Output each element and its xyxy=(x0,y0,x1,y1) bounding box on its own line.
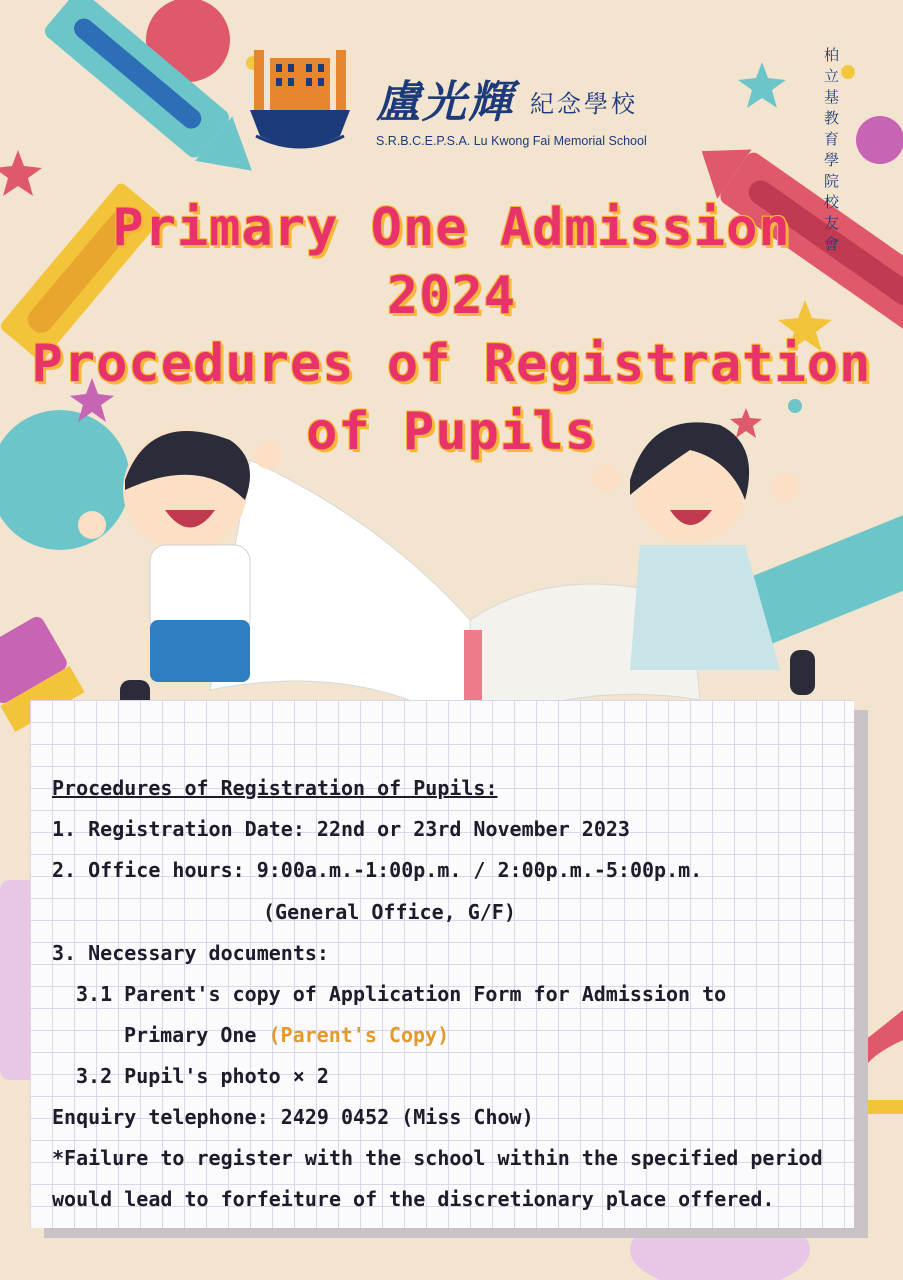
school-name-zh-small: 紀念學校 xyxy=(530,90,638,118)
school-name-zh-big: 盧光輝 xyxy=(376,77,514,128)
title-line-3: Procedures of Registration xyxy=(31,334,872,394)
item-office-location: (General Office, G/F) xyxy=(263,900,516,924)
title-line-2: 2024 xyxy=(386,266,517,326)
parents-copy-highlight: (Parent's Copy) xyxy=(268,1023,450,1047)
title-line-1: Primary One Admission xyxy=(112,198,791,258)
organization-name-zh: 柏立基教育學院校友會 xyxy=(824,46,842,253)
school-name-en: S.R.B.C.E.P.S.A. Lu Kwong Fai Memorial School xyxy=(376,134,647,148)
item-document-3-2: 3.2 Pupil's photo × 2 xyxy=(76,1064,329,1088)
item-document-3-1-cont xyxy=(124,1023,449,1047)
item-registration-date: 1. Registration Date: 22nd or 23rd November 2023 xyxy=(52,817,630,841)
enquiry-telephone: Enquiry telephone: 2429 0452 (Miss Chow) xyxy=(52,1105,534,1129)
notice-heading: Procedures of Registration of Pupils: xyxy=(52,776,498,800)
title-line-4: of Pupils xyxy=(306,402,597,462)
document-3-1-text: Primary One xyxy=(124,1023,269,1047)
item-document-3-1: 3.1 Parent's copy of Application Form for Admission to xyxy=(76,982,727,1006)
item-office-hours: 2. Office hours: 9:00a.m.-1:00p.m. / 2:00p.m.-5:00p.m. xyxy=(52,858,703,882)
warning-line-1: *Failure to register with the school within the specified period xyxy=(52,1146,823,1170)
warning-line-2: would lead to forfeiture of the discretionary place offered. xyxy=(52,1187,775,1211)
item-necessary-documents: 3. Necessary documents: xyxy=(52,941,329,965)
